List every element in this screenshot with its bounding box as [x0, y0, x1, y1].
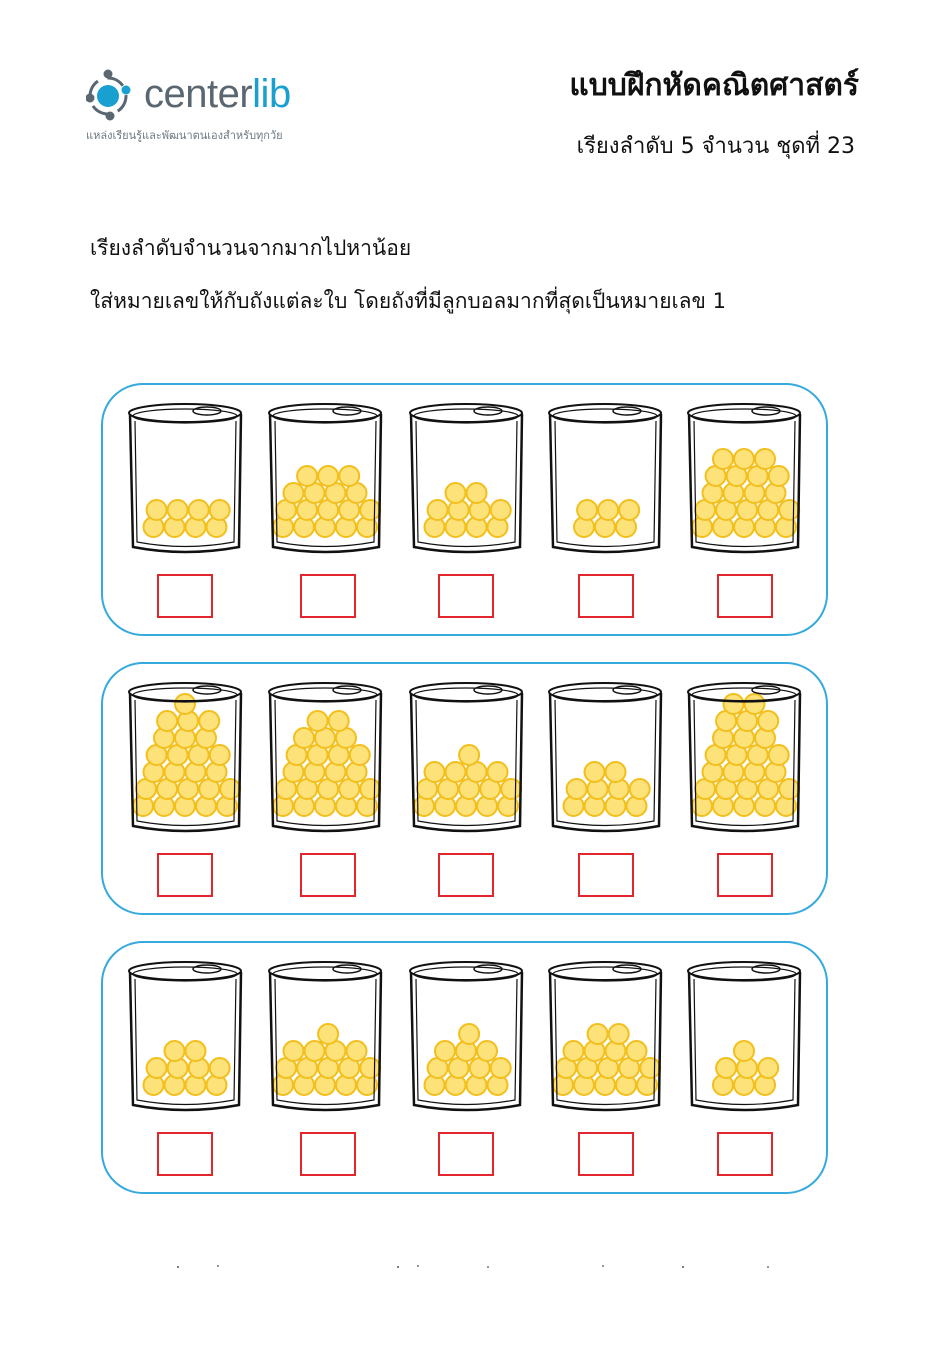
ball [459, 745, 479, 765]
ball [147, 1058, 167, 1078]
ball [491, 1058, 511, 1078]
ball [619, 500, 639, 520]
ball [308, 711, 328, 731]
answer-box[interactable] [717, 1132, 773, 1176]
jar-icon [267, 959, 385, 1119]
ball [425, 762, 445, 782]
answer-box[interactable] [717, 574, 773, 618]
ball-jar [127, 680, 245, 840]
ball [284, 483, 304, 503]
ball [284, 1041, 304, 1061]
ball-jar [267, 680, 385, 840]
ball-jar [547, 959, 665, 1119]
ball [147, 500, 167, 520]
footer-dots [0, 1262, 951, 1272]
ball [446, 483, 466, 503]
jar-icon [408, 401, 526, 561]
ball [210, 745, 230, 765]
ball [758, 711, 778, 731]
ball-jar [408, 959, 526, 1119]
ball [360, 500, 380, 520]
logo-tagline: แหล่งเรียนรู้และพัฒนาตนเองสำหรับทุกวัย [86, 129, 283, 142]
answer-box[interactable] [578, 1132, 634, 1176]
ball-jar [267, 401, 385, 561]
answer-box[interactable] [438, 1132, 494, 1176]
ball [609, 1024, 629, 1044]
jar-icon [408, 680, 526, 840]
ball [745, 694, 765, 714]
ball [428, 500, 448, 520]
answer-box[interactable] [578, 853, 634, 897]
ball-jar [127, 959, 245, 1119]
ball [165, 1041, 185, 1061]
ball [339, 466, 359, 486]
ball [318, 466, 338, 486]
jar-icon [547, 680, 665, 840]
ball-jar [686, 959, 804, 1119]
ball [724, 694, 744, 714]
ball [210, 500, 230, 520]
ball-jar [127, 401, 245, 561]
jar-icon [686, 401, 804, 561]
ball [779, 779, 799, 799]
jar-icon [686, 680, 804, 840]
jar-icon [547, 401, 665, 561]
ball [758, 1058, 778, 1078]
answer-box[interactable] [438, 853, 494, 897]
answer-box[interactable] [300, 853, 356, 897]
ball [210, 1058, 230, 1078]
logo-text-lib: lib [252, 72, 291, 116]
ball [347, 1041, 367, 1061]
ball [467, 483, 487, 503]
answer-box[interactable] [300, 1132, 356, 1176]
ball-jar [686, 401, 804, 561]
ball [606, 762, 626, 782]
ball [488, 762, 508, 782]
answer-box[interactable] [157, 853, 213, 897]
ball [713, 449, 733, 469]
ball [567, 779, 587, 799]
jar-icon [686, 959, 804, 1119]
ball [186, 1041, 206, 1061]
ball-jar [267, 959, 385, 1119]
answer-box[interactable] [578, 574, 634, 618]
ball [189, 500, 209, 520]
ball-jar [547, 401, 665, 561]
jar-icon [547, 959, 665, 1119]
ball [755, 449, 775, 469]
instruction-line-1: เรียงลำดับจำนวนจากมากไปหาน้อย [90, 236, 412, 260]
molecule-icon [86, 66, 144, 126]
ball [446, 762, 466, 782]
ball [588, 1024, 608, 1044]
ball [769, 745, 789, 765]
ball [716, 1058, 736, 1078]
ball [297, 466, 317, 486]
ball [168, 500, 188, 520]
answer-box[interactable] [157, 574, 213, 618]
ball [640, 1058, 660, 1078]
jar-icon [127, 401, 245, 561]
ball [585, 762, 605, 782]
answer-box[interactable] [717, 853, 773, 897]
ball [577, 500, 597, 520]
ball [175, 694, 195, 714]
ball [305, 1041, 325, 1061]
ball [477, 1041, 497, 1061]
ball [199, 711, 219, 731]
ball [598, 500, 618, 520]
worksheet-subtitle: เรียงลำดับ 5 จำนวน ชุดที่ 23 [576, 134, 855, 159]
jar-icon [408, 959, 526, 1119]
ball [318, 1024, 338, 1044]
ball [734, 449, 754, 469]
ball-jar [408, 680, 526, 840]
ball [435, 1041, 455, 1061]
ball [294, 728, 314, 748]
ball [459, 1024, 479, 1044]
ball-jar [408, 401, 526, 561]
ball [350, 745, 370, 765]
logo-text-center: center [144, 72, 253, 116]
ball [734, 1041, 754, 1061]
ball [627, 1041, 647, 1061]
ball [564, 1041, 584, 1061]
ball [630, 779, 650, 799]
answer-box[interactable] [157, 1132, 213, 1176]
ball [501, 779, 521, 799]
ball [360, 779, 380, 799]
answer-box[interactable] [300, 574, 356, 618]
jar-icon [127, 959, 245, 1119]
centerlib-logo [86, 66, 356, 146]
ball [220, 779, 240, 799]
ball [779, 500, 799, 520]
ball [157, 711, 177, 731]
jar-icon [127, 680, 245, 840]
ball [360, 1058, 380, 1078]
ball [329, 711, 349, 731]
jar-icon [267, 680, 385, 840]
jar-icon [267, 401, 385, 561]
ball [491, 500, 511, 520]
worksheet-title: แบบฝึกหัดคณิตศาสตร์ [569, 68, 859, 103]
logo-wordmark [144, 72, 291, 117]
ball-jar [686, 680, 804, 840]
answer-box[interactable] [438, 574, 494, 618]
ball-jar [547, 680, 665, 840]
instruction-line-2: ใส่หมายเลขให้กับถังแต่ละใบ โดยถังที่มีลูกบอลมากที่สุดเป็นหมายเลข 1 [90, 289, 726, 313]
ball [769, 466, 789, 486]
